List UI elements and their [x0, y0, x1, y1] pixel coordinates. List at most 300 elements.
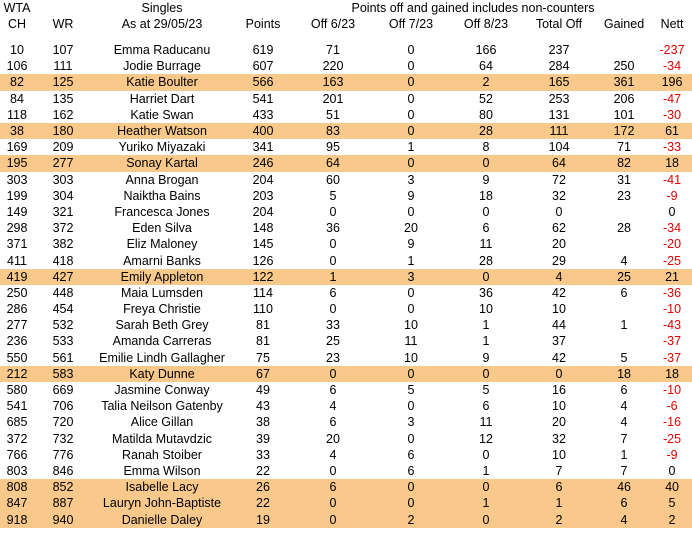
cell-wr: 887 [34, 495, 92, 511]
cell-off7: 0 [407, 302, 415, 317]
cell-off8: 2 [450, 74, 522, 90]
cell-off6: 0 [294, 511, 372, 527]
cell-points: 541 [252, 91, 274, 106]
cell-ch: 212 [0, 366, 34, 382]
table-row [0, 463, 692, 479]
cell-wr: 561 [52, 350, 74, 365]
cell-gained [596, 236, 652, 252]
cell-gained [596, 333, 652, 349]
table-row [0, 269, 692, 285]
cell-off8: 1 [482, 318, 490, 333]
cell-off8: 11 [479, 415, 493, 430]
cell-off8: 28 [450, 123, 522, 139]
cell-nett: -36 [662, 285, 682, 300]
cell-wr: 720 [52, 415, 74, 430]
cell-name: Katie Swan [130, 107, 194, 122]
cell-ch: 82 [0, 74, 34, 90]
cell-points: 204 [252, 204, 274, 219]
cell-name: Francesca Jones [114, 204, 210, 219]
cell-wr: 583 [34, 366, 92, 382]
cell-name: Alice Gillan [130, 415, 194, 430]
cell-total: 284 [548, 59, 570, 74]
table-row [0, 333, 692, 349]
cell-off7: 0 [407, 204, 415, 219]
header-wr: WR [52, 17, 74, 31]
cell-total: 2 [522, 511, 596, 527]
cell-points: 22 [232, 495, 294, 511]
table-row [0, 350, 692, 366]
cell-gained: 172 [596, 123, 652, 139]
cell-wr: 111 [53, 59, 73, 74]
cell-gained: 23 [617, 188, 631, 203]
cell-gained: 6 [596, 495, 652, 511]
cell-total: 6 [522, 479, 596, 495]
cell-name: Emilie Lindh Gallagher [99, 350, 225, 365]
cell-points: 400 [232, 123, 294, 139]
cell-ch: 847 [0, 495, 34, 511]
header-wta: WTA [3, 1, 31, 15]
cell-gained: 28 [617, 221, 631, 236]
table-row [0, 139, 692, 155]
cell-off7: 0 [407, 59, 415, 74]
table-row [0, 155, 692, 171]
cell-total: 16 [552, 383, 566, 398]
table-row [0, 74, 692, 90]
cell-points: 126 [252, 253, 274, 268]
cell-total: 10 [552, 399, 566, 414]
cell-ch: 303 [6, 172, 28, 187]
cell-gained: 5 [620, 350, 628, 365]
cell-name: Ranah Stoiber [122, 447, 202, 462]
header-ch: CH [7, 17, 27, 31]
cell-off8: 5 [482, 383, 490, 398]
cell-name: Isabelle Lacy [92, 479, 232, 495]
cell-off6: 71 [326, 43, 340, 58]
table-row [0, 431, 692, 447]
cell-gained: 6 [620, 285, 628, 300]
cell-wr: 706 [52, 399, 74, 414]
cell-wr: 125 [34, 74, 92, 90]
cell-ch: 372 [6, 431, 28, 446]
header-off7: Off 7/23 [388, 17, 434, 31]
cell-gained: 18 [596, 366, 652, 382]
cell-wr: 209 [52, 140, 74, 155]
cell-total: 104 [548, 140, 570, 155]
cell-gained: 6 [620, 383, 628, 398]
cell-off8: 36 [479, 285, 493, 300]
cell-off7: 11 [404, 334, 418, 349]
cell-nett: -9 [666, 188, 678, 203]
cell-gained [596, 42, 652, 58]
cell-off6: 0 [329, 302, 337, 317]
cell-nett: -10 [662, 383, 682, 398]
cell-name: Lauryn John-Baptiste [92, 495, 232, 511]
cell-off7: 3 [407, 172, 415, 187]
cell-name: Freya Christie [123, 302, 201, 317]
cell-off7: 9 [407, 237, 415, 252]
cell-off8: 64 [479, 59, 493, 74]
cell-nett: 0 [668, 463, 676, 478]
cell-nett: -33 [662, 140, 682, 155]
cell-name: Eliz Maloney [126, 237, 198, 252]
cell-nett: -20 [662, 237, 682, 252]
cell-off8: 0 [450, 269, 522, 285]
cell-off8: 166 [475, 43, 497, 58]
cell-total: 42 [552, 350, 566, 365]
cell-total: 10 [552, 447, 566, 462]
cell-nett: -37 [662, 334, 682, 349]
cell-name: Matilda Mutavdzic [111, 431, 213, 446]
cell-off7: 2 [372, 511, 450, 527]
cell-off7: 0 [372, 155, 450, 171]
cell-ch: 411 [7, 253, 27, 268]
cell-name: Harriet Dart [129, 91, 195, 106]
header-total-off: Total Off [535, 17, 583, 31]
table-row [0, 301, 692, 317]
cell-points: 67 [232, 366, 294, 382]
cell-name: Talia Neilson Gatenby [101, 399, 223, 414]
table-row [0, 220, 692, 236]
cell-ch: 84 [10, 91, 24, 106]
cell-wr: 303 [52, 172, 74, 187]
cell-ch: 118 [7, 107, 27, 122]
table-row [0, 382, 692, 398]
cell-name: Emma Wilson [123, 463, 201, 478]
cell-nett: 0 [668, 204, 676, 219]
cell-points: 33 [256, 447, 270, 462]
cell-wr: 135 [52, 91, 74, 106]
cell-points: 607 [252, 59, 274, 74]
cell-gained: 71 [617, 140, 631, 155]
cell-wr: 776 [52, 447, 74, 462]
cell-nett: 196 [652, 74, 692, 90]
cell-off6: 36 [326, 221, 340, 236]
cell-ch: 808 [0, 479, 34, 495]
cell-off8: 1 [482, 334, 490, 349]
cell-total: 10 [552, 302, 566, 317]
cell-off7: 10 [404, 350, 418, 365]
table-row [0, 414, 692, 430]
cell-off8: 11 [479, 237, 493, 252]
cell-ch: 298 [6, 221, 28, 236]
cell-gained: 46 [596, 479, 652, 495]
cell-gained: 4 [596, 511, 652, 527]
cell-wr: 732 [52, 431, 74, 446]
cell-name: Maia Lumsden [121, 285, 203, 300]
cell-name: Naiktha Bains [123, 188, 201, 203]
cell-gained: 25 [596, 269, 652, 285]
cell-ch: 199 [6, 188, 28, 203]
table-row [0, 42, 692, 58]
cell-ch: 169 [6, 140, 28, 155]
cell-off8: 9 [482, 172, 490, 187]
cell-off8: 0 [450, 511, 522, 527]
cell-points: 22 [256, 463, 270, 478]
cell-off7: 0 [407, 43, 415, 58]
cell-name: Sarah Beth Grey [115, 318, 209, 333]
cell-off6: 20 [326, 431, 340, 446]
cell-wr: 304 [52, 188, 74, 203]
cell-total: 1 [522, 495, 596, 511]
cell-total: 44 [552, 318, 566, 333]
cell-total: 62 [552, 221, 566, 236]
cell-off7: 1 [407, 253, 415, 268]
cell-off7: 0 [407, 107, 415, 122]
cell-off8: 6 [482, 221, 490, 236]
table-row [0, 204, 692, 220]
cell-total: 111 [522, 123, 596, 139]
cell-gained: 82 [596, 155, 652, 171]
cell-off8: 52 [479, 91, 493, 106]
header-singles: Singles [141, 1, 183, 15]
cell-off6: 163 [294, 74, 372, 90]
cell-off6: 0 [294, 366, 372, 382]
cell-points: 81 [256, 334, 270, 349]
cell-wr: 321 [52, 204, 74, 219]
cell-nett: -25 [662, 253, 682, 268]
cell-gained: 4 [620, 399, 628, 414]
header-off6: Off 6/23 [310, 17, 356, 31]
table-row [0, 252, 692, 268]
cell-off7: 0 [407, 399, 415, 414]
cell-gained [596, 301, 652, 317]
cell-off7: 10 [404, 318, 418, 333]
cell-wr: 107 [52, 43, 74, 58]
cell-off8: 1 [482, 463, 490, 478]
cell-gained: 101 [613, 107, 635, 122]
cell-ch: 286 [6, 302, 28, 317]
cell-off6: 201 [322, 91, 344, 106]
cell-off6: 0 [329, 204, 337, 219]
cell-off8: 28 [479, 253, 493, 268]
cell-off6: 33 [326, 318, 340, 333]
cell-off8: 18 [479, 188, 493, 203]
cell-gained: 7 [620, 463, 628, 478]
table-row [0, 366, 692, 382]
cell-gained: 361 [596, 74, 652, 90]
table-row [0, 317, 692, 333]
cell-wr: 427 [34, 269, 92, 285]
cell-nett: 18 [652, 366, 692, 382]
cell-wr: 418 [52, 253, 74, 268]
cell-off7: 3 [372, 269, 450, 285]
cell-wr: 940 [34, 511, 92, 527]
cell-off7: 3 [407, 415, 415, 430]
cell-points: 619 [252, 43, 274, 58]
cell-points: 38 [256, 415, 270, 430]
cell-name: Anna Brogan [125, 172, 199, 187]
cell-points: 43 [256, 399, 270, 414]
cell-off7: 6 [407, 447, 415, 462]
cell-ch: 580 [6, 383, 28, 398]
header-off8: Off 8/23 [463, 17, 509, 31]
cell-off6: 4 [329, 447, 337, 462]
cell-off6: 220 [322, 59, 344, 74]
cell-points: 19 [232, 511, 294, 527]
table-row [0, 188, 692, 204]
cell-total: 20 [552, 237, 566, 252]
cell-ch: 766 [6, 447, 28, 462]
cell-off7: 0 [372, 366, 450, 382]
cell-ch: 38 [0, 123, 34, 139]
cell-total: 131 [548, 107, 570, 122]
cell-name: Jasmine Conway [114, 383, 210, 398]
header-points: Points [245, 17, 281, 31]
cell-nett: -43 [662, 318, 682, 333]
cell-ch: 685 [6, 415, 28, 430]
cell-off8: 8 [482, 140, 490, 155]
cell-gained: 7 [620, 431, 628, 446]
cell-off8: 1 [450, 495, 522, 511]
cell-gained: 1 [620, 447, 628, 462]
cell-gained: 4 [620, 253, 628, 268]
cell-ch: 550 [6, 350, 28, 365]
cell-total: 72 [552, 172, 566, 187]
cell-total: 7 [555, 463, 563, 478]
cell-nett: -16 [662, 415, 682, 430]
header-note: Points off and gained includes non-counters [351, 1, 595, 15]
cell-off8: 9 [482, 350, 490, 365]
cell-points: 110 [253, 302, 273, 317]
table-row [0, 447, 692, 463]
cell-name: Katie Boulter [92, 74, 232, 90]
cell-wr: 852 [34, 479, 92, 495]
cell-ch: 371 [6, 237, 28, 252]
table-row [0, 495, 692, 511]
cell-off8: 80 [479, 107, 493, 122]
cell-off6: 83 [294, 123, 372, 139]
cell-off8: 0 [482, 204, 490, 219]
table-row [0, 172, 692, 188]
cell-wr: 162 [52, 107, 74, 122]
cell-ch: 803 [6, 463, 28, 478]
cell-off8: 0 [450, 155, 522, 171]
cell-wr: 448 [52, 285, 74, 300]
cell-off7: 0 [407, 431, 415, 446]
cell-off8: 0 [482, 447, 490, 462]
cell-name: Emily Appleton [92, 269, 232, 285]
table-row [0, 107, 692, 123]
cell-off6: 0 [329, 463, 337, 478]
cell-name: Heather Watson [92, 123, 232, 139]
cell-off7: 0 [372, 495, 450, 511]
cell-nett: -237 [659, 43, 685, 58]
cell-points: 433 [252, 107, 274, 122]
cell-name: Emma Raducanu [113, 43, 211, 58]
cell-gained: 4 [620, 415, 628, 430]
cell-wr: 382 [52, 237, 74, 252]
table-row [0, 58, 692, 74]
cell-off6: 0 [329, 253, 337, 268]
cell-total: 253 [548, 91, 570, 106]
cell-total: 32 [552, 431, 566, 446]
cell-total: 37 [552, 334, 566, 349]
cell-wr: 277 [34, 155, 92, 171]
header-nett: Nett [660, 17, 684, 31]
cell-gained: 31 [617, 172, 631, 187]
cell-off7: 0 [372, 479, 450, 495]
cell-total: 20 [552, 415, 566, 430]
cell-nett: 18 [652, 155, 692, 171]
cell-off6: 23 [326, 350, 340, 365]
cell-nett: -30 [662, 107, 682, 122]
cell-nett: -34 [662, 221, 682, 236]
cell-off8: 12 [479, 431, 493, 446]
cell-wr: 669 [52, 383, 74, 398]
cell-points: 341 [252, 140, 274, 155]
cell-wr: 532 [52, 318, 74, 333]
cell-off6: 6 [329, 415, 337, 430]
cell-off6: 51 [326, 107, 340, 122]
cell-ch: 149 [6, 204, 28, 219]
cell-off7: 20 [404, 221, 418, 236]
cell-gained: 250 [613, 59, 635, 74]
cell-points: 203 [252, 188, 274, 203]
cell-wr: 372 [52, 221, 74, 236]
table-row [0, 398, 692, 414]
cell-off7: 0 [372, 123, 450, 139]
cell-off6: 4 [329, 399, 337, 414]
cell-nett: -9 [666, 447, 678, 462]
cell-total: 0 [555, 204, 563, 219]
table-header [0, 0, 692, 42]
cell-off7: 1 [407, 140, 415, 155]
cell-name: Amanda Carreras [112, 334, 212, 349]
cell-ch: 277 [6, 318, 28, 333]
cell-off6: 6 [329, 383, 337, 398]
cell-off7: 0 [407, 91, 415, 106]
cell-name: Danielle Daley [92, 511, 232, 527]
table-row [0, 511, 692, 527]
table-row [0, 285, 692, 301]
cell-nett: 40 [652, 479, 692, 495]
cell-name: Yuriko Miyazaki [118, 140, 206, 155]
cell-points: 75 [256, 350, 270, 365]
cell-wr: 454 [52, 302, 74, 317]
cell-total: 42 [552, 285, 566, 300]
cell-nett: 61 [652, 123, 692, 139]
table-body [0, 42, 692, 528]
cell-total: 29 [552, 253, 566, 268]
cell-points: 566 [232, 74, 294, 90]
cell-off8: 10 [479, 302, 493, 317]
cell-off6: 5 [329, 188, 337, 203]
cell-off8: 0 [450, 479, 522, 495]
cell-points: 122 [232, 269, 294, 285]
cell-nett: -37 [662, 350, 682, 365]
cell-ch: 541 [6, 399, 28, 414]
cell-off7: 9 [407, 188, 415, 203]
cell-gained: 206 [613, 91, 635, 106]
cell-nett: -34 [662, 59, 682, 74]
cell-off6: 6 [329, 285, 337, 300]
cell-off6: 64 [294, 155, 372, 171]
cell-points: 145 [252, 237, 274, 252]
cell-name: Katy Dunne [92, 366, 232, 382]
cell-points: 39 [256, 431, 270, 446]
cell-off6: 60 [326, 172, 340, 187]
cell-name: Amarni Banks [123, 253, 201, 268]
cell-points: 81 [256, 318, 270, 333]
cell-off8: 0 [450, 366, 522, 382]
cell-points: 246 [232, 155, 294, 171]
cell-wr: 846 [52, 463, 74, 478]
cell-off7: 0 [372, 74, 450, 90]
cell-ch: 250 [6, 285, 28, 300]
cell-total: 237 [548, 43, 570, 58]
table-row [0, 91, 692, 107]
cell-nett: -47 [662, 91, 682, 106]
